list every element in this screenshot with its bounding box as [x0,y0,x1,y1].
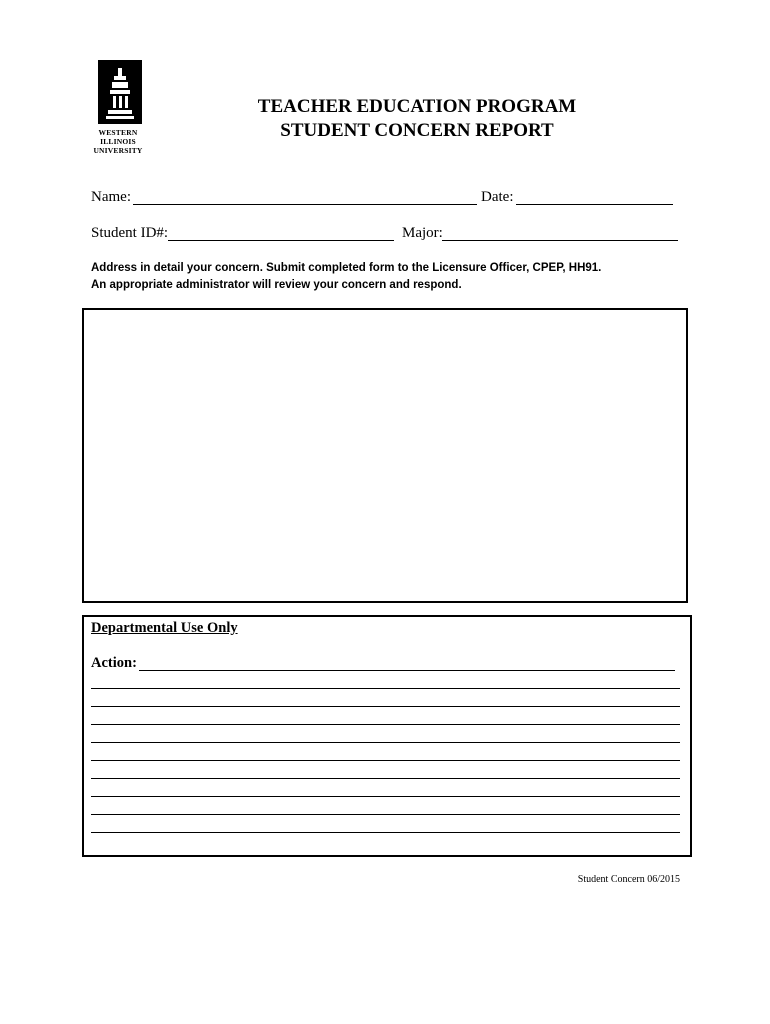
action-line[interactable] [91,688,680,689]
form-version: Student Concern 06/2015 [577,874,680,885]
action-line[interactable] [91,814,680,815]
name-field[interactable] [133,204,477,205]
action-line[interactable] [91,760,680,761]
tower-icon [98,60,142,124]
name-label: Name: [91,189,131,205]
departmental-heading: Departmental Use Only [91,620,238,636]
action-line[interactable] [91,706,680,707]
action-line[interactable] [91,796,680,797]
action-line[interactable] [139,670,675,671]
instructions: Address in detail your concern. Submit completed form to the Licensure Officer, CPEP, HH91. An appropriate administrator will review your concern and respond. [91,262,602,291]
action-line[interactable] [91,742,680,743]
logo-wordmark: WESTERN ILLINOIS UNIVERSITY [93,128,143,155]
student-id-field[interactable] [168,240,394,241]
action-label: Action: [91,655,137,671]
concern-textarea[interactable] [82,308,688,603]
major-label: Major: [402,225,443,241]
action-line[interactable] [91,778,680,779]
action-line[interactable] [91,832,680,833]
id-major-row [0,224,770,244]
major-field[interactable] [442,240,678,241]
student-id-label: Student ID#: [91,225,169,241]
action-line[interactable] [91,724,680,725]
name-date-row [0,188,770,208]
university-logo [90,60,146,162]
date-field[interactable] [516,204,673,205]
departmental-use-box [82,615,692,857]
date-label: Date: [481,189,514,205]
form-title: TEACHER EDUCATION PROGRAM STUDENT CONCERN REPORT [257,96,577,141]
